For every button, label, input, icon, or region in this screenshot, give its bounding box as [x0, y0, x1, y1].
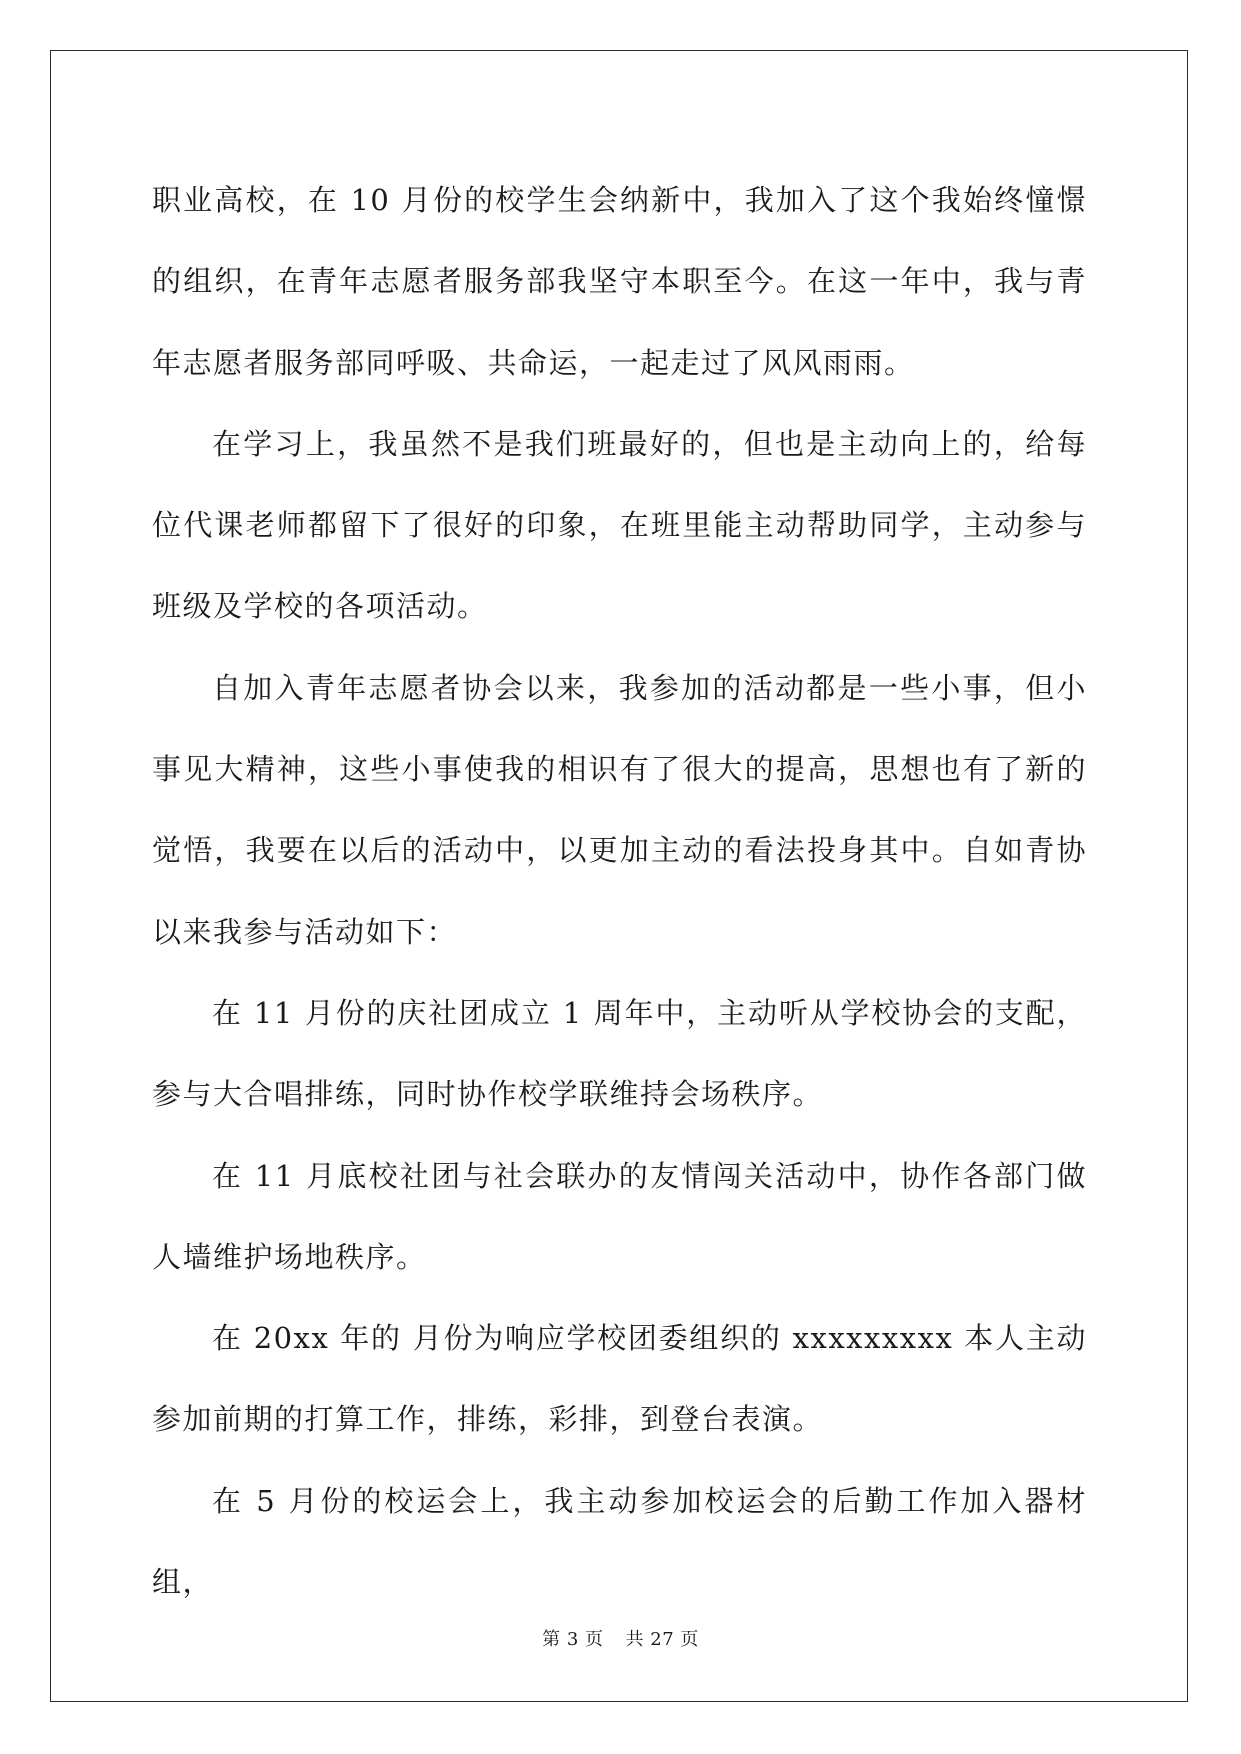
- page-footer: [0, 1625, 1241, 1651]
- paragraph-5: 在 11 月底校社团与社会联办的友情闯关活动中，协作各部门做人墙维护场地秩序。: [152, 1158, 1087, 1274]
- paragraph-1: 职业高校，在 10 月份的校学生会纳新中，我加入了这个我始终憧憬的组织，在青年志愿者服务部我坚守本职至今。在这一年中，我与青年志愿者服务部同呼吸、共命运，一起走过了风风雨雨。: [152, 183, 1087, 380]
- paragraph-7: 在 5 月份的校运会上，我主动参加校运会的后勤工作加入器材组，: [152, 1483, 1087, 1600]
- page-total: 共 27 页: [625, 1629, 699, 1650]
- paragraph-6: 在 20xx 年的 月份为响应学校团委组织的 xxxxxxxxx 本人主动参加前期的打算工作，排练，彩排，到登台表演。: [152, 1321, 1087, 1437]
- paragraph-2: 在学习上，我虽然不是我们班最好的，但也是主动向上的，给每位代课老师都留下了很好的印象，在班里能主动帮助同学，主动参与班级及学校的各项活动。: [152, 426, 1087, 624]
- page-number: 第 3 页: [542, 1629, 604, 1650]
- paragraph-3: 自加入青年志愿者协会以来，我参加的活动都是一些小事，但小事见大精神，这些小事使我的相识有了很大的提高，思想也有了新的觉悟，我要在以后的活动中，以更加主动的看法投身其中。自如青协以来我参与活动如下：: [152, 670, 1087, 949]
- document-body: [152, 160, 1087, 1623]
- paragraph-4: 在 11 月份的庆社团成立 1 周年中，主动听从学校协会的支配，参与大合唱排练，同时协作校学联维持会场秩序。: [152, 995, 1087, 1112]
